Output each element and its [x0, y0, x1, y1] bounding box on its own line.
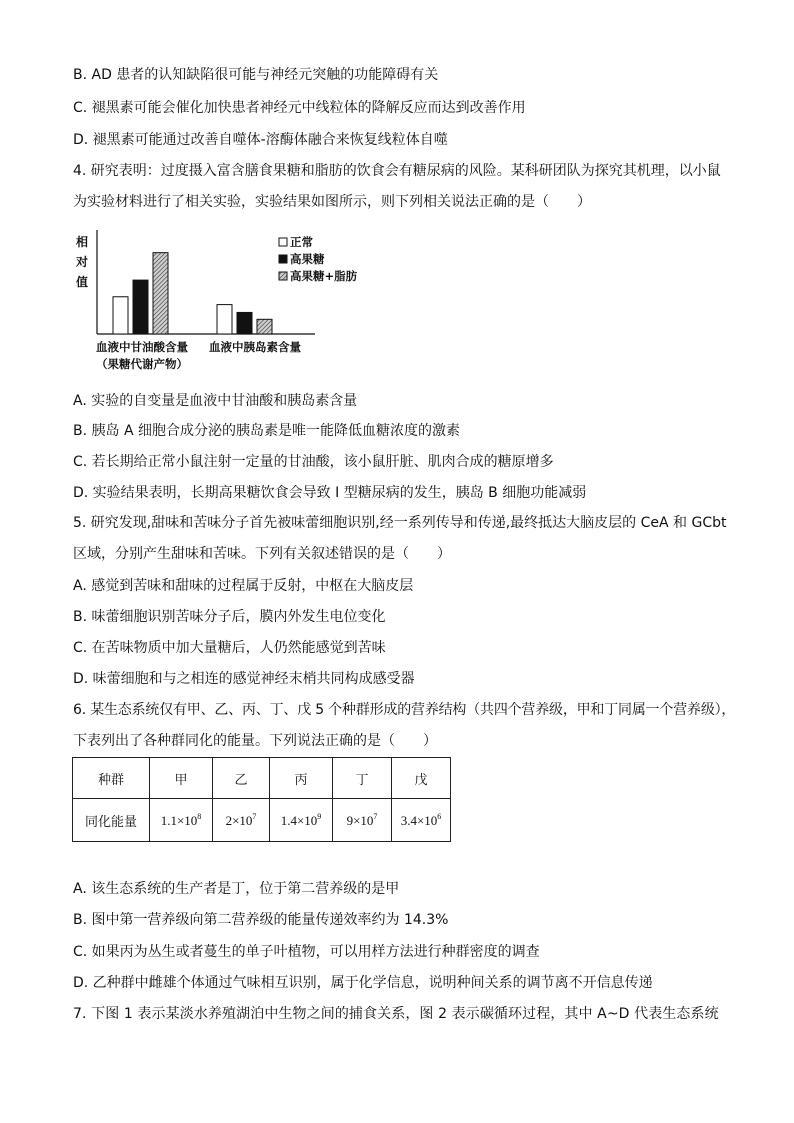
- legend-label: 正常: [290, 235, 313, 249]
- question-5-stem: 5. 研究发现,甜味和苦味分子首先被味蕾细胞识别,经一系列传导和传递,最终抵达大脑皮层的 CeA 和 GCbt: [73, 515, 727, 531]
- bar-chart: [75, 228, 375, 378]
- value-base: 2×10: [225, 812, 253, 828]
- question-6c: C. 如果丙为丛生或者蔓生的单子叶植物，可以用样方法进行种群密度的调查: [73, 944, 540, 960]
- question-7-stem: 7. 下图 1 表示某淡水养殖湖泊中生物之间的捕食关系，图 2 表示碳循环过程，其中 A~D 代表生态系统: [73, 1006, 719, 1022]
- question-6-stem-cont: 下表列出了各种群同化的能量。下列说法正确的是（ ）: [73, 733, 437, 749]
- legend-swatch: [279, 255, 287, 263]
- y-axis-label: 对: [75, 255, 89, 269]
- bar: [257, 319, 272, 334]
- table-row: [73, 799, 451, 842]
- legend-swatch: [279, 272, 287, 280]
- table-cell: [333, 799, 392, 842]
- table-header-cell: 甲: [150, 758, 213, 799]
- question-3d: D. 褪黑素可能通过改善自噬体-溶酶体融合来恢复线粒体自噬: [73, 132, 448, 148]
- question-6b: B. 图中第一营养级向第二营养级的能量传递效率约为 14.3%: [73, 912, 449, 928]
- question-6a: A. 该生态系统的生产者是丁，位于第二营养级的是甲: [73, 881, 400, 897]
- table-cell: [213, 799, 270, 842]
- question-3c: C. 褪黑素可能会催化加快患者神经元中线粒体的降解反应而达到改善作用: [73, 100, 526, 116]
- question-4a: A. 实验的自变量是血液中甘油酸和胰岛素含量: [73, 393, 358, 409]
- energy-table: [72, 757, 451, 842]
- bar: [113, 297, 128, 334]
- bar: [133, 280, 148, 334]
- table-cell: [150, 799, 213, 842]
- value-exponent: 7: [373, 811, 378, 821]
- bar: [153, 253, 168, 334]
- table-header-cell: 戊: [392, 758, 451, 799]
- value-base: 1.4×10: [280, 812, 318, 828]
- question-5b: B. 味蕾细胞识别苦味分子后，膜内外发生电位变化: [73, 609, 386, 625]
- x-tick-label: 血液中甘油酸含量: [96, 340, 188, 354]
- question-4b: B. 胰岛 A 细胞合成分泌的胰岛素是唯一能降低血糖浓度的激素: [73, 423, 460, 439]
- question-4-stem: 4. 研究表明：过度摄入富含膳食果糖和脂肪的饮食会有糖尿病的风险。某科研团队为探究其机理，以小鼠: [73, 163, 721, 179]
- legend-label: 高果糖: [290, 252, 325, 266]
- x-tick-label: 血液中胰岛素含量: [209, 340, 301, 354]
- value-exponent: 8: [197, 811, 202, 821]
- value-exponent: 7: [252, 811, 257, 821]
- table-header-row: [73, 758, 451, 799]
- table-cell: [270, 799, 333, 842]
- x-tick-note: （果糖代谢产物）: [96, 357, 188, 371]
- question-4d: D. 实验结果表明，长期高果糖饮食会导致 I 型糖尿病的发生，胰岛 B 细胞功能减弱: [73, 485, 587, 501]
- value-base: 3.4×10: [400, 812, 438, 828]
- question-5a: A. 感觉到苦味和甜味的过程属于反射，中枢在大脑皮层: [73, 578, 414, 594]
- table-header-cell: 丁: [333, 758, 392, 799]
- value-exponent: 9: [317, 811, 322, 821]
- value-exponent: 6: [437, 811, 442, 821]
- table-header-cell: 乙: [213, 758, 270, 799]
- value-base: 9×10: [346, 812, 374, 828]
- bar: [217, 305, 232, 334]
- question-4c: C. 若长期给正常小鼠注射一定量的甘油酸，该小鼠肝脏、肌肉合成的糖原增多: [73, 454, 554, 470]
- bar: [237, 312, 252, 334]
- question-6d: D. 乙种群中雌雄个体通过气味相互识别，属于化学信息，说明种间关系的调节离不开信息传递: [73, 975, 653, 991]
- question-5d: D. 味蕾细胞和与之相连的感觉神经末梢共同构成感受器: [73, 671, 415, 687]
- table-header-cell: 丙: [270, 758, 333, 799]
- table-cell: [392, 799, 451, 842]
- y-axis-label: 值: [75, 275, 89, 289]
- table-row-label: 同化能量: [73, 799, 150, 842]
- legend-swatch: [279, 238, 287, 246]
- question-5c: C. 在苦味物质中加大量糖后，人仍然能感觉到苦味: [73, 640, 386, 656]
- question-4-stem-cont: 为实验材料进行了相关实验，实验结果如图所示，则下列相关说法正确的是（ ）: [73, 194, 591, 210]
- question-6-stem: 6. 某生态系统仅有甲、乙、丙、丁、戊 5 个种群形成的营养结构（共四个营养级，甲和丁同属一个营养级），: [73, 702, 736, 718]
- table-header-cell: 种群: [73, 758, 150, 799]
- value-base: 1.1×10: [160, 812, 198, 828]
- question-5-stem-cont: 区域，分别产生甜味和苦味。下列有关叙述错误的是（ ）: [73, 546, 451, 562]
- question-3b: B. AD 患者的认知缺陷很可能与神经元突触的功能障碍有关: [73, 67, 439, 83]
- y-axis-label: 相: [75, 235, 89, 249]
- legend-label: 高果糖+脂肪: [290, 269, 358, 283]
